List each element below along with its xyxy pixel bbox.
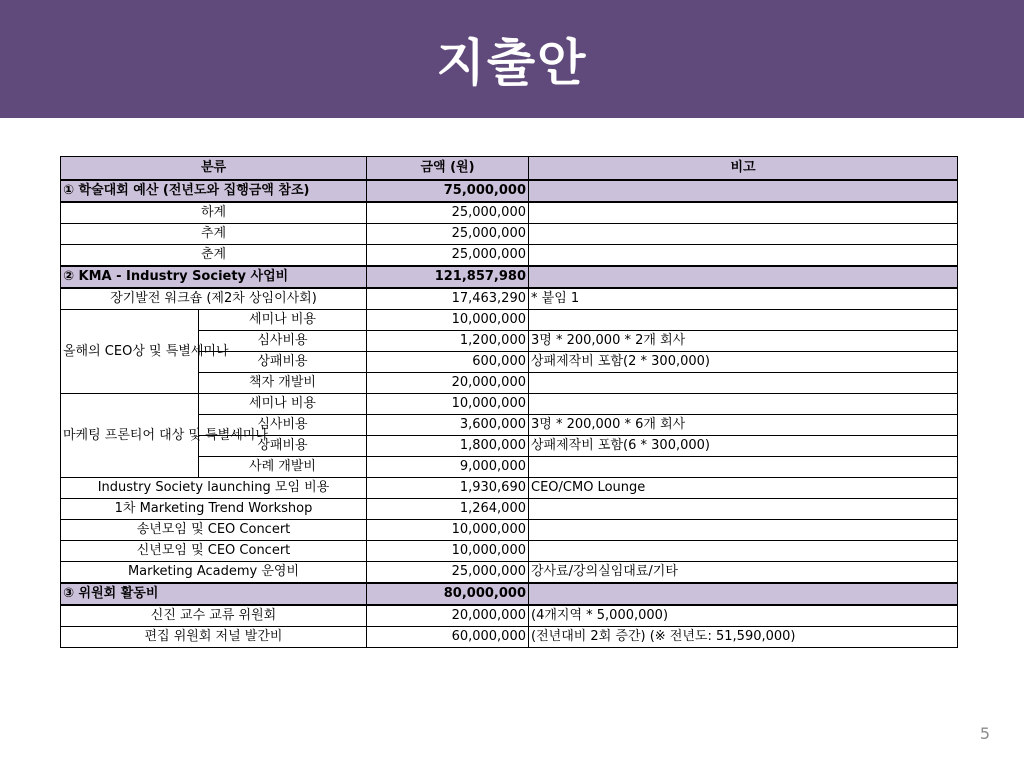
section-row-committee [61, 583, 958, 605]
row-label: Marketing Academy 운영비 [61, 562, 367, 584]
row-label: 심사비용 [199, 415, 367, 436]
row-note: 상패제작비 포함(2 * 300,000) [529, 352, 958, 373]
section-amount: 80,000,000 [367, 583, 529, 605]
table-row [61, 288, 958, 310]
row-amount: 10,000,000 [367, 541, 529, 562]
row-label: Industry Society launching 모임 비용 [61, 478, 367, 499]
section-note [529, 266, 958, 288]
table-row [61, 478, 958, 499]
row-label: 송년모임 및 CEO Concert [61, 520, 367, 541]
row-amount: 9,000,000 [367, 457, 529, 478]
row-note: * 붙임 1 [529, 288, 958, 310]
row-note: 3명 * 200,000 * 6개 회사 [529, 415, 958, 436]
row-label: 세미나 비용 [199, 310, 367, 331]
row-amount: 1,264,000 [367, 499, 529, 520]
row-note [529, 499, 958, 520]
table-row [61, 562, 958, 584]
row-amount: 60,000,000 [367, 627, 529, 648]
section-amount: 121,857,980 [367, 266, 529, 288]
row-label: 책자 개발비 [199, 373, 367, 394]
table-row [61, 499, 958, 520]
section-note [529, 583, 958, 605]
row-note: (전년대비 2회 증간) (※ 전년도: 51,590,000) [529, 627, 958, 648]
header-note: 비고 [529, 157, 958, 181]
header-category: 분류 [61, 157, 367, 181]
section-row-conference [61, 180, 958, 202]
row-label: 1차 Marketing Trend Workshop [61, 499, 367, 520]
section-label: ③ 위원회 활동비 [61, 583, 367, 605]
row-label: 사례 개발비 [199, 457, 367, 478]
row-note: (4개지역 * 5,000,000) [529, 605, 958, 627]
section-label: ① 학술대회 예산 (전년도와 집행금액 참조) [61, 180, 367, 202]
row-note [529, 310, 958, 331]
row-note: 강사료/강의실임대료/기타 [529, 562, 958, 584]
budget-table [60, 156, 958, 648]
table-row [61, 627, 958, 648]
row-amount: 1,930,690 [367, 478, 529, 499]
row-note [529, 520, 958, 541]
row-label: 추계 [61, 224, 367, 245]
table-row [61, 541, 958, 562]
row-amount: 10,000,000 [367, 394, 529, 415]
row-note: 상패제작비 포함(6 * 300,000) [529, 436, 958, 457]
row-amount: 1,200,000 [367, 331, 529, 352]
row-amount: 20,000,000 [367, 373, 529, 394]
row-amount: 600,000 [367, 352, 529, 373]
row-note [529, 224, 958, 245]
row-note [529, 541, 958, 562]
section-row-industry-society [61, 266, 958, 288]
table-row [61, 202, 958, 224]
table-header-row [61, 157, 958, 181]
row-amount: 1,800,000 [367, 436, 529, 457]
row-label: 장기발전 워크숍 (제2차 상임이사회) [61, 288, 367, 310]
row-note: 3명 * 200,000 * 2개 회사 [529, 331, 958, 352]
page-number: 5 [979, 724, 990, 743]
row-amount: 10,000,000 [367, 310, 529, 331]
row-amount: 17,463,290 [367, 288, 529, 310]
row-note: CEO/CMO Lounge [529, 478, 958, 499]
header-amount: 금액 (원) [367, 157, 529, 181]
table-row [61, 394, 958, 415]
row-amount: 25,000,000 [367, 245, 529, 267]
row-amount: 25,000,000 [367, 562, 529, 584]
section-note [529, 180, 958, 202]
row-amount: 10,000,000 [367, 520, 529, 541]
row-label: 상패비용 [199, 436, 367, 457]
row-label: 하계 [61, 202, 367, 224]
row-label: 춘계 [61, 245, 367, 267]
title-bar [0, 0, 1024, 118]
row-label: 세미나 비용 [199, 394, 367, 415]
table-row [61, 605, 958, 627]
group-label-ceo-award: 올해의 CEO상 및 특별세미나 [61, 310, 199, 394]
group-label-marketing-frontier: 마케팅 프론티어 대상 및 특별세미나 [61, 394, 199, 478]
row-label: 심사비용 [199, 331, 367, 352]
row-amount: 25,000,000 [367, 202, 529, 224]
row-label: 신년모임 및 CEO Concert [61, 541, 367, 562]
section-amount: 75,000,000 [367, 180, 529, 202]
table-row [61, 520, 958, 541]
row-note [529, 394, 958, 415]
table-row [61, 224, 958, 245]
table-row [61, 310, 958, 331]
row-label: 상패비용 [199, 352, 367, 373]
row-amount: 25,000,000 [367, 224, 529, 245]
slide-title: 지출안 [436, 34, 588, 92]
row-note [529, 202, 958, 224]
row-label: 신진 교수 교류 위원회 [61, 605, 367, 627]
row-note [529, 245, 958, 267]
row-label: 편집 위원회 저널 발간비 [61, 627, 367, 648]
row-amount: 3,600,000 [367, 415, 529, 436]
section-label: ② KMA - Industry Society 사업비 [61, 266, 367, 288]
table-row [61, 245, 958, 267]
row-amount: 20,000,000 [367, 605, 529, 627]
row-note [529, 457, 958, 478]
row-note [529, 373, 958, 394]
